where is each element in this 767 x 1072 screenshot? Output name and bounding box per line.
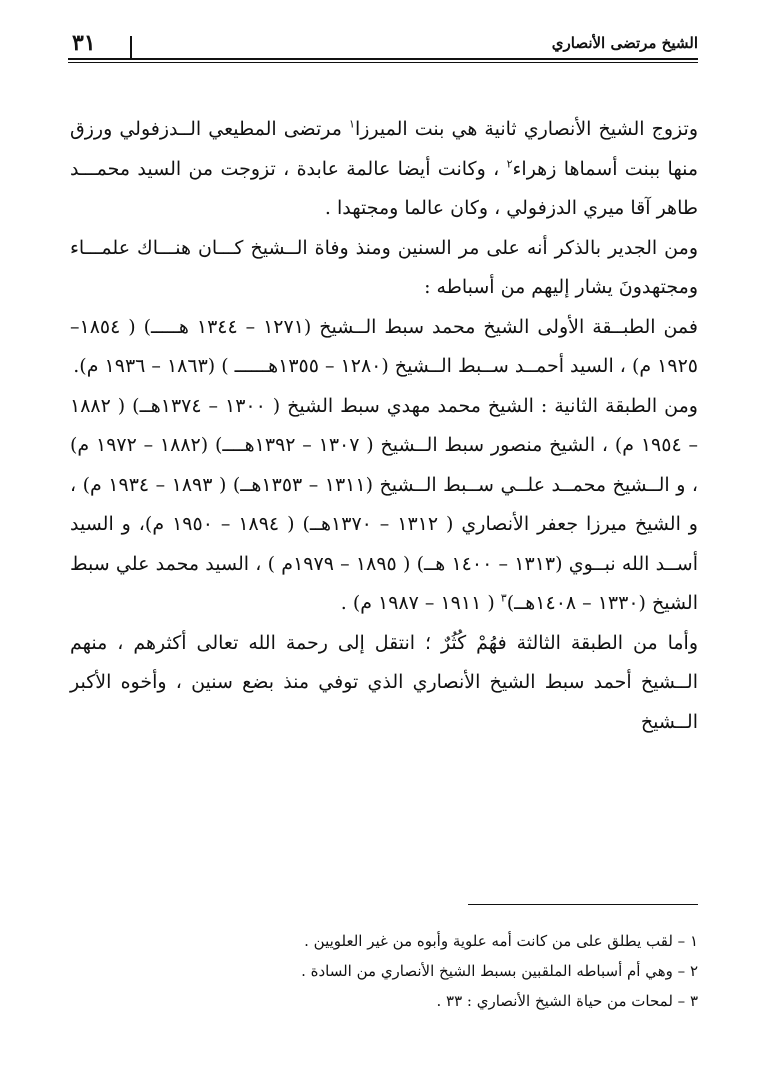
footnote-separator [468,904,698,905]
footnote-3: ٣ – لمحات من حياة الشيخ الأنصاري : ٣٣ . [436,992,698,1010]
footnotes [70,926,698,1016]
paragraph-third-generation: وأما من الطبقة الثالثة فهُمْ كُثُرٌ ؛ انتقل إلى رحمة الله تعالى أكثرهم ، منهم الــشيخ أحمد سبط الشيخ الأنصاري الذي توفي منذ بضع سنين ، وأخوه الأكبر الــشيخ [70,631,698,733]
footnote-ref-1: ١ [349,117,355,131]
footnote-1: ١ – لقب يطلق على من كانت أمه علوية وأبوه من غير العلويين . [304,932,698,950]
footnote-ref-3: ٣ [500,591,507,605]
header-rule-thin [68,62,698,63]
page-header [68,30,698,64]
footnote-ref-2: ٢ [506,157,513,171]
paragraph-marriage: وتزوج الشيخ الأنصاري ثانية هي بنت الميرزا$^١$ مرتضى المطيعي الــدزفولي ورزق منها ببنت أسماها زهراء$^٢$ ، وكانت أيضا عالمة عابدة ، تزوجت من السيد محمـــد طاهر آقا ميري الدزفولي ، وكان عالما ومجتهدا . [70,117,699,219]
paragraph-scholars-intro: ومن الجدير بالذكر أنه على مر السنين ومنذ وفاة الــشيخ كـــان هنـــاك علمـــاء ومجتهدونَ يشار إليهم من أسباطه : [70,236,698,298]
paragraph-first-generation: فمن الطبــقة الأولى الشيخ محمد سبط الــشيخ (١٢٧١ – ١٣٤٤ هـــــ) ( ١٨٥٤– ١٩٢٥ م) ، السيد أحمــد ســبط الــشيخ (١٢٨٠ – ١٣٥٥هــــــ ) (١٨٦٣ – ١٩٣٦ م). [70,315,698,377]
main-text [70,110,698,742]
header-rule-tick [130,36,132,58]
header-rule-thick [68,58,698,60]
running-title: الشيخ مرتضى الأنصاري [551,34,698,52]
paragraph-second-generation: ومن الطبقة الثانية : الشيخ محمد مهدي سبط الشيخ ( ١٣٠٠ – ١٣٧٤هــ) ( ١٨٨٢ – ١٩٥٤ م) ، الشيخ منصور سبط الــشيخ ( ١٣٠٧ – ١٣٩٢هــــ) (١٨٨٢ – ١٩٧٢ م) ، و الــشيخ محمــد علــي ســبط الــشيخ (١٣١١ – ١٣٥٣هــ) ( ١٨٩٣ – ١٩٣٤ م) ، و الشيخ ميرزا جعفر الأنصاري ( ١٣١٢ – ١٣٧٠هــ) ( ١٨٩٤ – ١٩٥٠ م)، و السيد أســد الله نبــوي (١٣١٣ – ١٤٠٠ هــ) ( ١٨٩٥ – ١٩٧٩م ) ، السيد محمد علي سبط الشيخ (١٣٣٠ – ١٤٠٨هــ)$^٣$ ( ١٩١١ – ١٩٨٧ م) . [70,394,698,614]
page-number: ٣١ [72,30,96,56]
footnote-2: ٢ – وهي أم أسباطه الملقبين بسبط الشيخ الأنصاري من السادة . [301,962,698,980]
